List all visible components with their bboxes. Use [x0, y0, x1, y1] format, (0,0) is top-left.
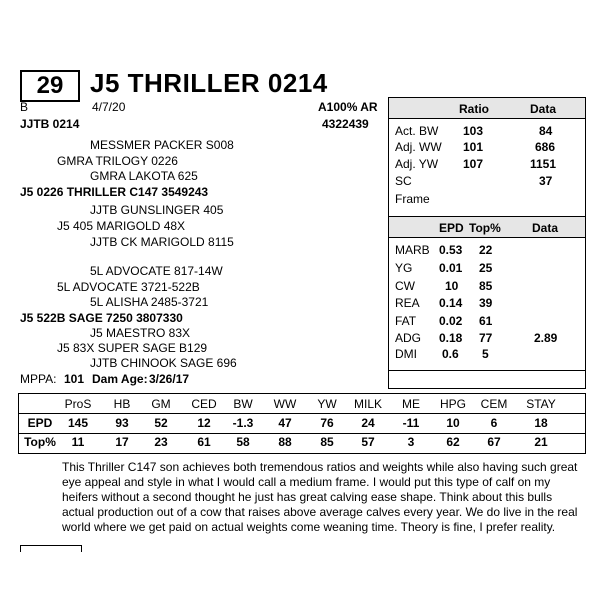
ratio-value: 103 [463, 124, 484, 138]
animal-name: J5 THRILLER 0214 [90, 68, 328, 98]
pedigree-dam-dam-dam: JJTB CHINOOK SAGE 696 [90, 356, 237, 370]
performance-table [388, 97, 586, 389]
epd-column-header: MILK [353, 397, 382, 411]
row-label: ADG [395, 331, 422, 345]
ratio-column-header: Ratio [459, 102, 489, 116]
epd-column-header: YW [317, 397, 337, 411]
row-label: CW [395, 279, 415, 293]
epd-column-header: STAY [526, 397, 556, 411]
data-column-header: Data [532, 221, 559, 235]
ratio-value: 107 [463, 157, 484, 171]
row-label: YG [395, 261, 413, 275]
epd-value: 145 [67, 416, 89, 430]
epd-value: 76 [320, 416, 334, 430]
epd-value: 10 [445, 279, 459, 293]
epd-column-header: CED [191, 397, 217, 411]
pedigree-dam-sire: 5L ADVOCATE 3721-522B [57, 280, 200, 294]
epd-value: 0.01 [439, 261, 463, 275]
row-divider [19, 433, 585, 434]
dam-age-label: Dam Age: [92, 372, 148, 386]
row-label: REA [395, 296, 420, 310]
mppa-label: MPPA: [20, 372, 57, 386]
epd-value: 12 [197, 416, 211, 430]
epd-value: -11 [402, 416, 420, 430]
epd-column-header: HB [113, 397, 131, 411]
top-percent-value: 25 [479, 261, 493, 275]
pedigree-sire-dam: J5 405 MARIGOLD 48X [57, 219, 186, 233]
top-percent-value: 21 [534, 435, 548, 449]
mppa-value: 101 [64, 372, 85, 386]
dam-age-value: 3/26/17 [149, 372, 190, 386]
top-percent-value: 57 [361, 435, 375, 449]
row-label: SC [395, 174, 412, 188]
epd-value: 24 [361, 416, 375, 430]
pedigree-dam-sire-dam: 5L ALISHA 2485-3721 [90, 295, 209, 309]
pedigree-dam: J5 522B SAGE 7250 3807330 [20, 311, 183, 325]
epd-value: 47 [278, 416, 292, 430]
top-percent-value: 17 [115, 435, 129, 449]
ratio-value: 101 [463, 140, 484, 154]
data-value: 37 [539, 174, 553, 188]
pedigree-sire-sire-dam: GMRA LAKOTA 625 [90, 169, 198, 183]
top-percent-value: 62 [446, 435, 460, 449]
data-value: 84 [539, 124, 553, 138]
description: This Thriller C147 son achieves both tremendous ratios and weights while also having such great eye appeal and style in what I would call a medium frame. I would put this type of calf on my heifers without a second thought he just has great calving ease shape. Think about this bulls actual production out of a cow that raises above average calves every year. We do live in the real world where we get paid on actual weights come weaning time. Theory is fine, I prefer reality. [62, 460, 578, 534]
epd-column-header: ProS [64, 397, 92, 411]
pedigree-sire-dam-dam: JJTB CK MARIGOLD 8115 [90, 235, 234, 249]
pedigree-sire-sire: GMRA TRILOGY 0226 [57, 154, 178, 168]
sex: B [20, 100, 29, 114]
epd-value: 0.6 [442, 347, 459, 361]
epd-column-header: EPD [439, 221, 464, 235]
epd-row-label: EPD [27, 416, 53, 430]
top-percent-row-label: Top% [24, 435, 56, 449]
row-label: Frame [395, 192, 430, 206]
data-value: 2.89 [534, 331, 558, 345]
pedigree-sire-dam-sire: JJTB GUNSLINGER 405 [90, 203, 224, 217]
top-percent-column-header: Top% [469, 221, 501, 235]
row-label: Adj. WW [395, 140, 442, 154]
row-label: Adj. YW [395, 157, 439, 171]
epd-value: 18 [534, 416, 548, 430]
epd-value: 93 [115, 416, 129, 430]
top-percent-value: 85 [320, 435, 334, 449]
top-percent-value: 58 [236, 435, 250, 449]
row-label: DMI [395, 347, 417, 361]
registration-number: 4322439 [322, 117, 369, 131]
bottom-box [20, 545, 82, 552]
epd-value: 0.53 [439, 243, 463, 257]
epd-table [18, 393, 586, 454]
lot-number: 29 [20, 70, 80, 102]
epd-column-header: ME [402, 397, 420, 411]
epd-column-header: GM [151, 397, 171, 411]
row-label: MARB [395, 243, 430, 257]
row-label: FAT [395, 314, 417, 328]
top-percent-value: 77 [479, 331, 493, 345]
epd-value: 52 [154, 416, 168, 430]
breed-percentage: A100% AR [318, 100, 378, 114]
top-percent-value: 61 [479, 314, 493, 328]
top-percent-value: 5 [482, 347, 489, 361]
birthdate: 4/7/20 [92, 100, 126, 114]
pedigree-dam-sire-sire: 5L ADVOCATE 817-14W [90, 264, 223, 278]
top-percent-value: 67 [487, 435, 501, 449]
pedigree-dam-dam-sire: J5 MAESTRO 83X [90, 326, 191, 340]
top-percent-value: 3 [407, 435, 415, 449]
epd-value: -1.3 [232, 416, 254, 430]
top-percent-value: 85 [479, 279, 493, 293]
data-column-header: Data [530, 102, 557, 116]
top-percent-value: 23 [154, 435, 168, 449]
tag-number: JJTB 0214 [20, 117, 80, 131]
epd-column-header: BW [233, 397, 253, 411]
epd-value: 0.02 [439, 314, 463, 328]
row-label: Act. BW [395, 124, 439, 138]
table-divider [389, 370, 585, 371]
pedigree-sire: J5 0226 THRILLER C147 3549243 [20, 185, 209, 199]
epd-value: 0.18 [439, 331, 463, 345]
top-percent-value: 11 [71, 435, 85, 449]
epd-column-header: WW [273, 397, 297, 411]
top-percent-value: 39 [479, 296, 493, 310]
row-divider [19, 413, 585, 414]
pedigree-sire-sire-sire: MESSMER PACKER S008 [90, 138, 234, 152]
epd-column-header: HPG [439, 397, 466, 411]
top-percent-value: 22 [479, 243, 493, 257]
top-percent-value: 88 [278, 435, 292, 449]
pedigree-dam-dam: J5 83X SUPER SAGE B129 [57, 341, 208, 355]
epd-value: 10 [446, 416, 460, 430]
data-value: 686 [535, 140, 556, 154]
epd-column-header: CEM [480, 397, 508, 411]
data-value: 1151 [530, 157, 557, 171]
top-percent-value: 61 [197, 435, 211, 449]
epd-value: 0.14 [439, 296, 463, 310]
epd-value: 6 [490, 416, 498, 430]
